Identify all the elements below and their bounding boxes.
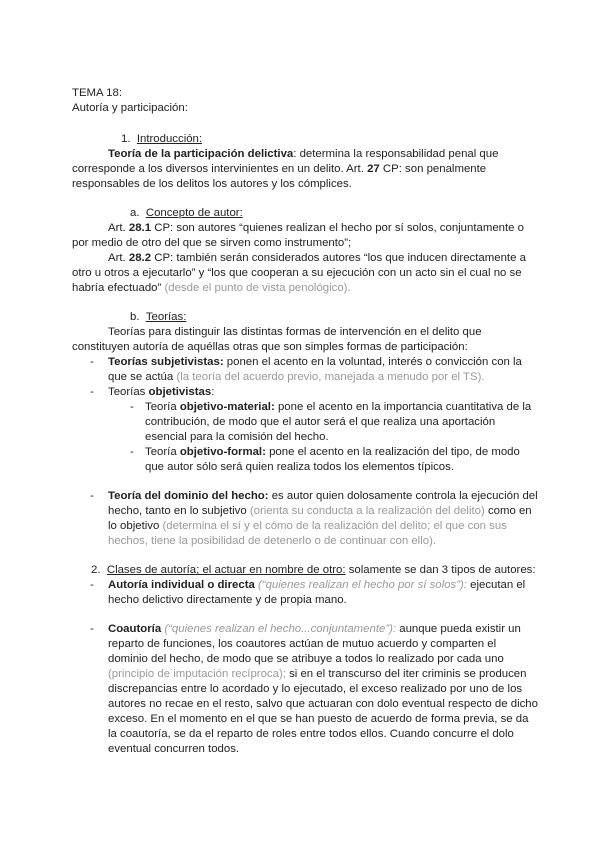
list-dash: -: [90, 386, 94, 398]
coautoria-line-2: reparto de funciones, los coautores actúan de mutuo acuerdo y comparten el: [108, 638, 497, 650]
section-1-line-3: responsables de los delitos los autores y los cómplices.: [72, 178, 352, 190]
objetivo-formal-line-2: que autor sólo será quien realiza todos los elementos típicos.: [145, 461, 454, 473]
list-dash: -: [130, 446, 134, 458]
section-1-title: Introducción:: [136, 133, 203, 145]
list-dash: -: [90, 623, 94, 635]
section-a-p2-line-3: habría efectuado” (desde el punto de vista penológico).: [72, 282, 351, 294]
dominio-hecho-line-4: hechos, tiene la posibilidad de detenerlo o de continuar con ello).: [108, 535, 437, 547]
section-1-line-1: Teoría de la participación delictiva: determina la responsabilidad penal que: [108, 148, 499, 160]
objetivo-material-line-2: contribución, de modo que el autor será el que realiza una aportación: [145, 416, 496, 428]
section-a-p2-line-1: Art. 28.2 CP: también serán considerados autores “los que inducen directamente a: [108, 252, 526, 264]
section-a-heading: a. Concepto de autor:: [130, 207, 243, 219]
coautoria-line-1: Coautoría (“quienes realizan el hecho...conjuntamente”): aunque pueda existir un: [108, 623, 521, 635]
section-1-heading: [121, 132, 202, 147]
section-a-p1-line-1: Art. 28.1 CP: son autores “quienes realizan el hecho por sí solos, conjuntamente o: [108, 222, 525, 234]
dominio-hecho-line-1: Teoría del dominio del hecho: es autor quien dolosamente controla la ejecución del: [108, 490, 538, 502]
objetivo-material-line-1: Teoría objetivo-material: pone el acento en la importancia cuantitativa de la: [145, 401, 532, 413]
section-a-p2-line-2: otro u otros a ejecutarlo” y “los que cooperan a su ejecución con un acto sin el cual no se: [72, 267, 522, 279]
coautoria-line-5: discrepancias entre lo acordado y lo ejecutado, el exceso realizado por uno de los: [108, 683, 523, 695]
section-b-intro-line-2: constituyen autoría de aquéllas otras que son simples formas de participación:: [72, 341, 468, 353]
list-dash: -: [130, 401, 134, 413]
section-2-heading: 2. Clases de autoría; el actuar en nombre de otro: solamente se dan 3 tipos de autores:: [91, 564, 536, 576]
objetivo-material-line-3: esencial para la comisión del hecho.: [145, 431, 329, 443]
coautoria-line-9: eventual concurren todos.: [108, 743, 240, 755]
coautoria-line-8: la coautoría, se da el reparto de roles entre todos ellos. Cuando concurre el dolo: [108, 728, 514, 740]
coautoria-line-6: autores no recae en el resto, salvo que actuaran con dolo eventual respecto de dicho: [108, 698, 538, 710]
coautoria-line-3: dominio del hecho, de modo que se atribuye a todos lo realizado por cada uno: [108, 653, 504, 665]
section-1-line-2: corresponde a los diversos intervinientes en un delito. Art. 27 CP: son penalmente: [72, 163, 487, 175]
section-b-heading: b. Teorías:: [130, 311, 187, 323]
autoria-individual-line-2: hecho delictivo directamente y de propia mano.: [108, 594, 347, 606]
list-dash: -: [90, 490, 94, 502]
section-b-intro-line-1: Teorías para distinguir las distintas formas de intervención en el delito que: [108, 326, 482, 338]
teorias-subjetivistas-line-2: que se actúa (la teoría del acuerdo previo, manejada a menudo por el TS).: [108, 371, 485, 383]
list-dash: -: [90, 356, 94, 368]
dominio-hecho-line-3: lo objetivo (determina el sí y el cómo de la realización del delito; el que con sus: [108, 520, 507, 532]
list-dash: -: [90, 579, 94, 591]
teorias-subjetivistas-line-1: Teorías subjetivistas: ponen el acento en la voluntad, interés o convicción con la: [108, 356, 522, 368]
coautoria-line-7: exceso. En el momento en el que se han puesto de acuerdo de forma previa, se da: [108, 713, 529, 725]
autoria-individual-line-1: Autoría individual o directa (“quienes realizan el hecho por sí solos”): ejecutan el: [108, 579, 526, 591]
coautoria-line-4: (principio de imputación recíproca); si en el transcurso del iter criminis se producen: [108, 668, 527, 680]
document-title: TEMA 18:: [72, 87, 123, 99]
dominio-hecho-line-2: hecho, tanto en lo subjetivo (orienta su conducta a la realización del delito) como en: [108, 505, 532, 517]
document-subtitle: Autoría y participación:: [72, 102, 188, 114]
teorias-objetivistas: Teorías objetivistas:: [108, 386, 215, 398]
section-a-p1-line-2: por medio de otro del que se sirven como instrumento”;: [72, 237, 352, 249]
objetivo-formal-line-1: Teoría objetivo-formal: pone el acento en la realización del tipo, de modo: [145, 446, 520, 458]
section-1-number: 1.: [121, 133, 131, 145]
